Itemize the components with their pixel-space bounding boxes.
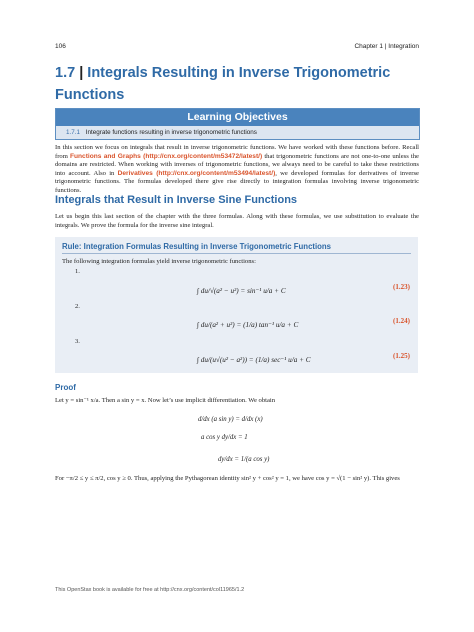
section-title <box>55 62 425 106</box>
rule-intro: The following integration formulas yield inverse trigonometric functions: <box>62 258 256 265</box>
title-separator: | <box>79 65 84 81</box>
section-title-text: Integrals Resulting in Inverse Trigonometric Functions <box>55 65 391 103</box>
equation-number: (1.24) <box>393 317 410 325</box>
chapter-label: Chapter 1 | Integration <box>354 43 419 50</box>
proof-continuation: For −π/2 ≤ y ≤ π/2, cos y ≥ 0. Thus, applying the Pythagorean identity sin² y + cos² y = 1, we have cos y = √(1 − sin² y). This gives <box>55 475 400 482</box>
rule-item-number: 1. <box>75 268 80 275</box>
learning-objectives-box <box>55 108 420 140</box>
derivation-line: dy/dx = 1/(a cos y) <box>218 456 270 463</box>
formula-inverse-tangent: ∫ du/(a² + u²) = (1/a) tan⁻¹ u/a + C <box>197 321 299 329</box>
derivatives-link[interactable]: Derivatives (http://cnx.org/content/m53494/latest/) <box>117 169 276 177</box>
intro-text-3: , we developed formulas for derivatives of inverse trigonometric functions. The formulas developed there give rise directly to integration formulas involving inverse trigonometric functions. <box>55 169 419 194</box>
proof-intro: Let y = sin⁻¹ x/a. Then a sin y = x. Now let’s use implicit differentiation. We obtain <box>55 397 276 404</box>
derivation-line: d/dx (a sin y) = d/dx (x) <box>198 416 263 423</box>
rule-divider <box>62 253 411 254</box>
page-footer: This OpenStax book is available for free at http://cnx.org/content/col11965/1.2 <box>55 587 245 593</box>
objective-text: Integrate functions resulting in inverse trigonometric functions <box>85 129 257 136</box>
intro-text-1: In this section we focus on integrals that result in inverse trigonometric functions. We have worked with these functions before. Recall from <box>55 144 419 160</box>
learning-objective-item <box>56 126 419 139</box>
formula-inverse-sine: ∫ du/√(a² − u²) = sin⁻¹ u/a + C <box>197 287 286 295</box>
section-number: 1.7 <box>55 65 76 81</box>
intro-paragraph <box>55 144 419 196</box>
rule-item-number: 3. <box>75 338 80 345</box>
learning-objectives-heading: Learning Objectives <box>56 109 419 126</box>
subsection-heading: Integrals that Result in Inverse Sine Functions <box>55 194 298 206</box>
intro-text-2: that trigonometric functions are not one-to-one unless the domains are restricted. When working with inverses of trigonometric functions, we always need to be careful to take these restrictions into account. Also in <box>55 152 419 177</box>
rule-item-number: 2. <box>75 303 80 310</box>
proof-heading: Proof <box>55 383 76 392</box>
subsection-paragraph: Let us begin this last section of the chapter with the three formulas. Along with these formulas, we use substitution to evaluate the integrals. We prove the formula for the inverse sine integral. <box>55 213 419 229</box>
rule-title: Rule: Integration Formulas Resulting in Inverse Trigonometric Functions <box>62 242 332 251</box>
derivation-line: a cos y dy/dx = 1 <box>201 434 248 441</box>
functions-and-graphs-link[interactable]: Functions and Graphs (http://cnx.org/content/m53472/latest/) <box>69 152 263 160</box>
equation-number: (1.25) <box>393 352 410 360</box>
objective-number: 1.7.1 <box>66 129 81 136</box>
page-number: 106 <box>55 43 66 50</box>
formula-inverse-secant: ∫ du/(u√(u² − a²)) = (1/a) sec⁻¹ u/a + C <box>197 356 311 364</box>
equation-number: (1.23) <box>393 283 410 291</box>
